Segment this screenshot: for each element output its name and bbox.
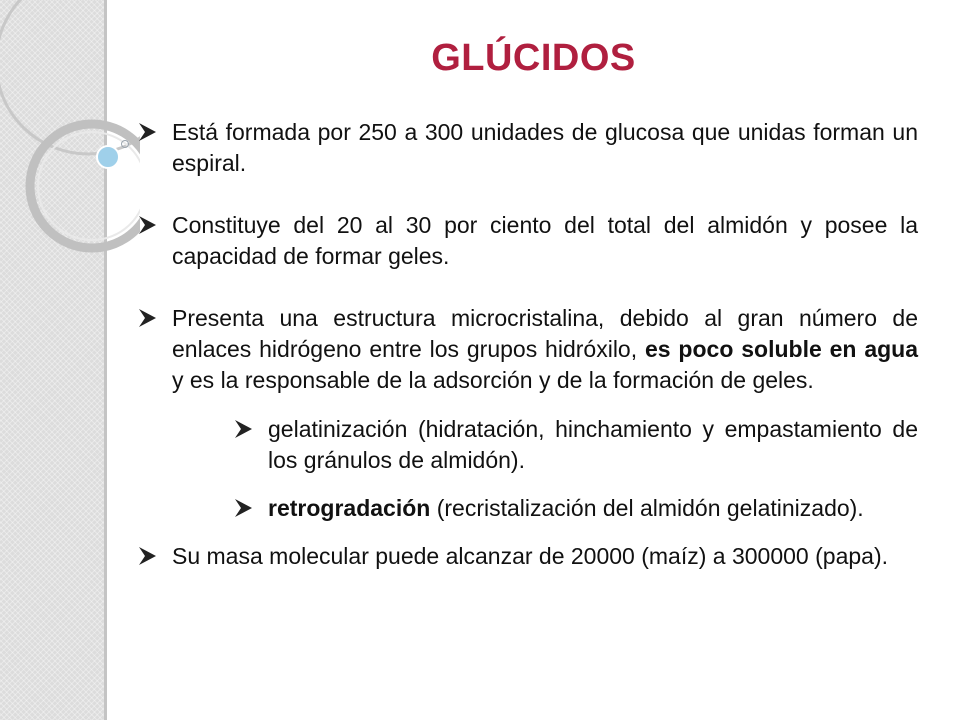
arrowhead-bullet-icon	[136, 214, 158, 236]
arrowhead-bullet-icon	[136, 545, 158, 567]
bullet-text-continued: y es la responsable de la adsorción y de la formación de geles.	[172, 367, 814, 393]
inner-ring-decoration	[38, 132, 140, 240]
bullet-text: Su masa molecular puede alcanzar de 20000 (maíz) a 300000 (papa).	[172, 543, 888, 569]
slide-title: GLÚCIDOS	[431, 37, 636, 79]
bullet-text: Está formada por 250 a 300 unidades de glucosa que unidas forman un espiral.	[172, 119, 918, 176]
sub-bullet-item	[232, 414, 918, 476]
bullet-item	[136, 117, 918, 179]
arrowhead-bullet-icon	[136, 121, 158, 143]
sub-bullet-item	[232, 493, 918, 524]
arrowhead-bullet-icon	[232, 418, 254, 440]
bullet-text: Constituye del 20 al 30 por ciento del total del almidón y posee la capacidad de formar geles.	[172, 212, 918, 269]
sub-bullet-bold-text: retrogradación	[268, 495, 431, 521]
bullet-bold-text: es poco soluble en agua	[644, 336, 919, 362]
bullet-item	[136, 303, 918, 396]
bullet-item	[136, 210, 918, 272]
sub-bullet-text: (recristalización del almidón gelatinizado).	[430, 495, 864, 521]
arrowhead-bullet-icon	[232, 497, 254, 519]
bullet-item	[136, 541, 918, 572]
arrowhead-bullet-icon	[136, 307, 158, 329]
blue-dot-decoration	[97, 146, 119, 168]
bullet-text: Presenta una estructura microcristalina, debido al gran número de enlaces hidrógeno entre los grupos hidróxilo,	[172, 305, 918, 362]
bullet-list	[136, 117, 918, 572]
sub-bullet-text: gelatinización (hidratación, hinchamiento y empastamiento de los gránulos de almidón).	[268, 416, 918, 473]
